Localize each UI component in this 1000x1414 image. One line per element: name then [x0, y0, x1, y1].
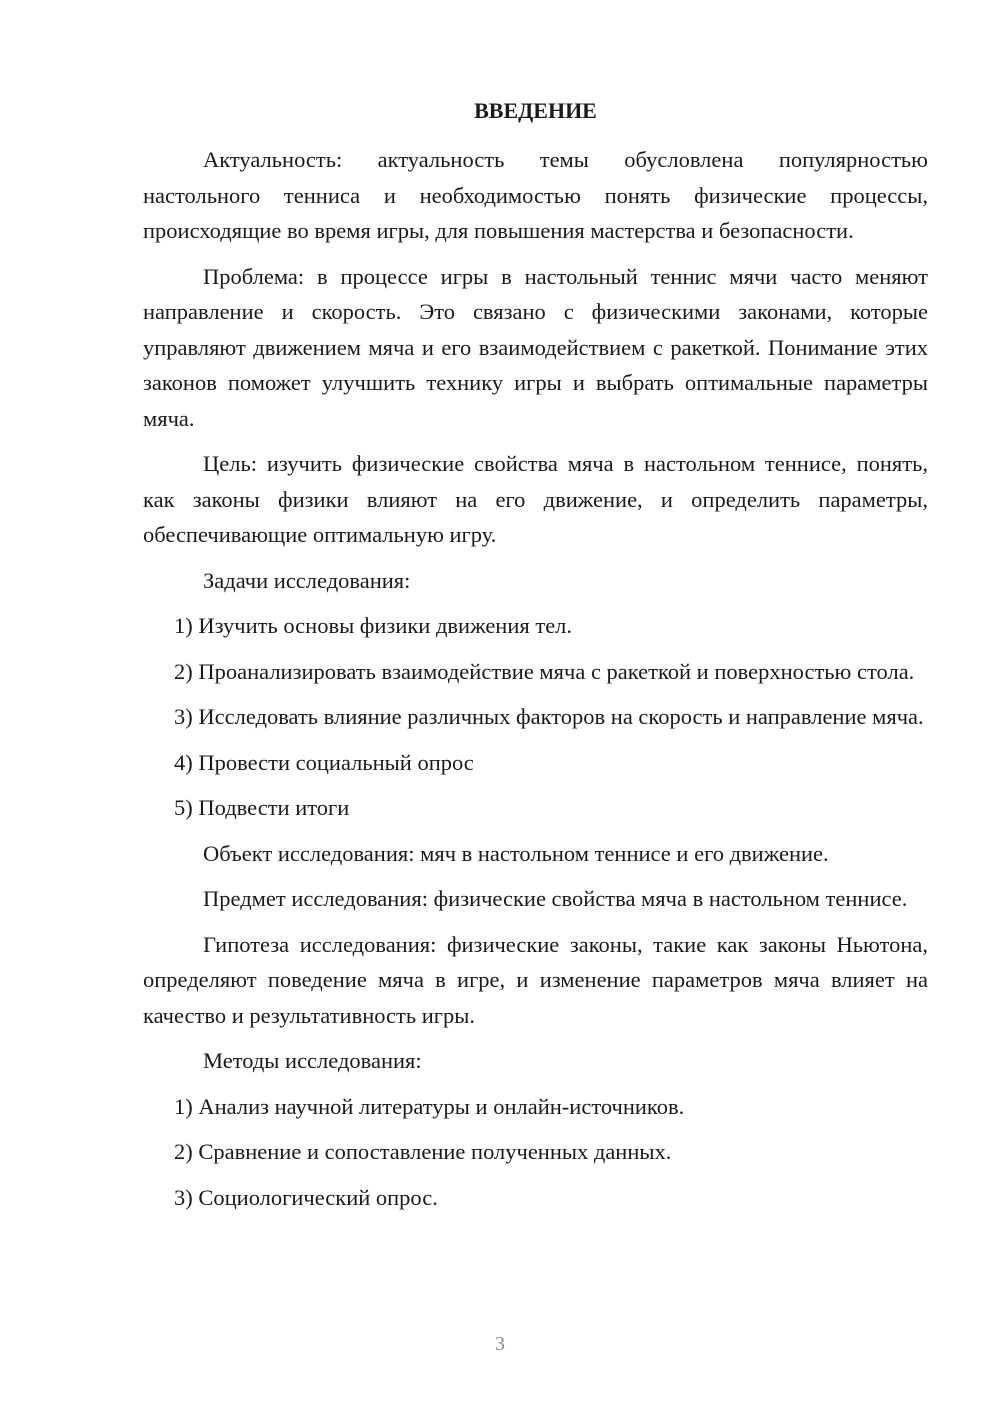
- object-paragraph: Объект исследования: мяч в настольном теннисе и его движение.: [203, 840, 829, 866]
- tasks-heading: Задачи исследования:: [203, 567, 411, 593]
- method-item: 3) Социологический опрос.: [174, 1184, 438, 1210]
- task-item: 1) Изучить основы физики движения тел.: [174, 613, 573, 638]
- methods-heading: Методы исследования:: [203, 1048, 422, 1073]
- task-item: 4) Провести социальный опрос: [174, 749, 474, 775]
- task-item: 3) Исследовать влияние различных факторов на скорость и направление мяча.: [174, 704, 924, 729]
- method-item: 2) Сравнение и сопоставление полученных данных.: [174, 1139, 672, 1164]
- relevance-paragraph: Актуальность: актуальность темы обусловлена популярностью настольного тенниса и необходимостью понять физические процессы, происходящие во время игры, для повышения мастерства и безопасности.: [143, 147, 928, 243]
- task-item: 5) Подвести итоги: [174, 795, 350, 820]
- section-title: ВВЕДЕНИЕ: [474, 98, 597, 123]
- problem-paragraph: Проблема: в процессе игры в настольный теннис мячи часто меняют направление и скорость. Это связано с физическими законами, которые управляют движением мяча и его взаимодействием с ракеткой. Понимание этих законов поможет улучшить технику игры и выбрать оптимальные параметры мяча.: [143, 263, 928, 431]
- goal-paragraph: Цель: изучить физические свойства мяча в настольном теннисе, понять, как законы физики влияют на его движение, и определить параметры, обеспечивающие оптимальную игру.: [143, 451, 928, 547]
- hypothesis-paragraph: Гипотеза исследования: физические законы, такие как законы Ньютона, определяют поведение мяча в игре, и изменение параметров мяча влияет на качество и результативность игры.: [143, 931, 928, 1028]
- page-number: 3: [495, 1333, 505, 1355]
- subject-paragraph: Предмет исследования: физические свойства мяча в настольном теннисе.: [203, 886, 908, 911]
- task-item: 2) Проанализировать взаимодействие мяча с ракеткой и поверхностью стола.: [174, 658, 915, 684]
- method-item: 1) Анализ научной литературы и онлайн-источников.: [174, 1093, 685, 1119]
- document-page: [143, 96, 928, 1225]
